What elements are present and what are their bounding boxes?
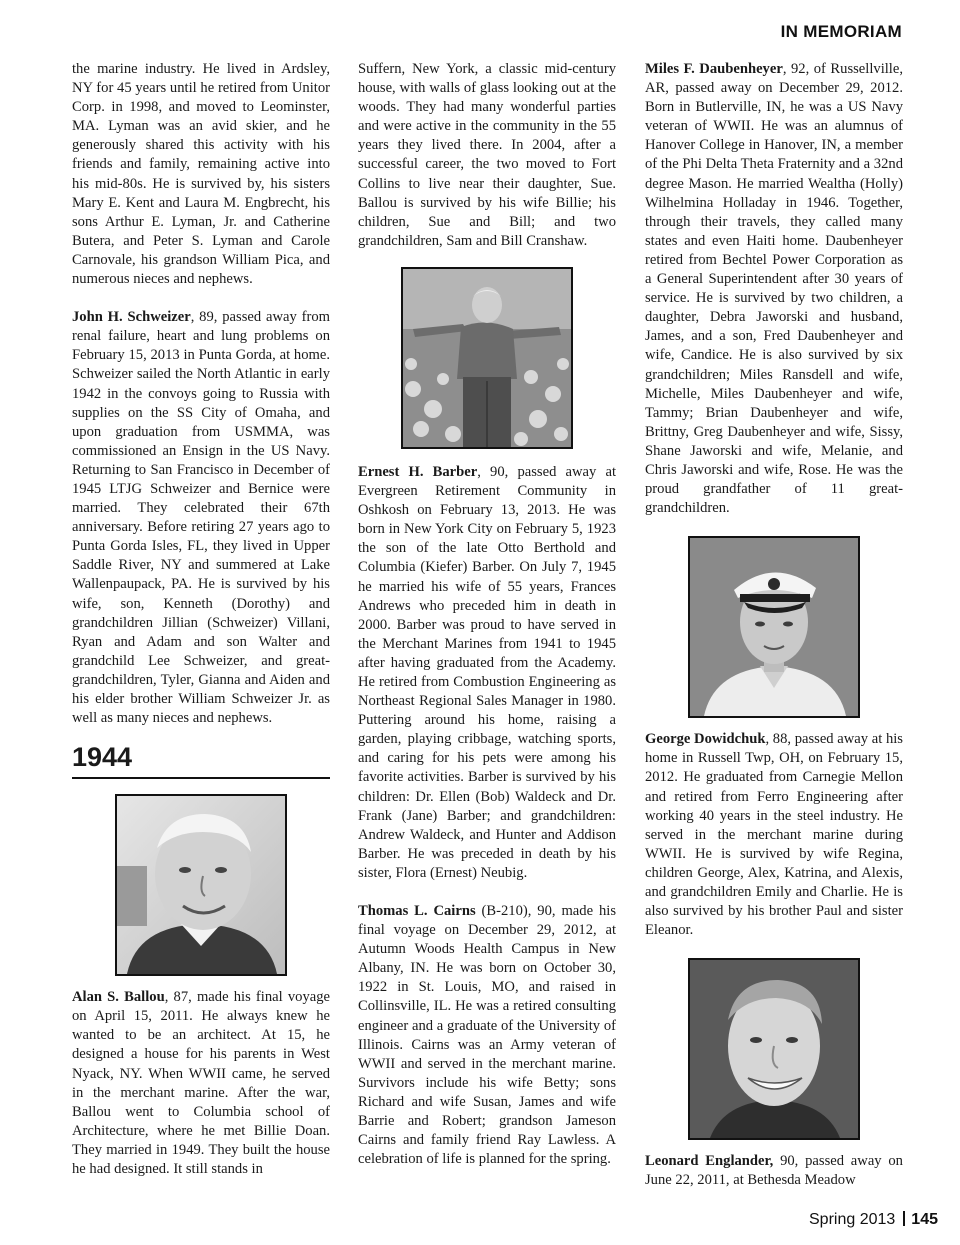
cairns-text: (B-210), 90, made his final voyage on December 29, 2012, at Autumn Woods Health Campus in New Albany, IN. He was born on October 30, 1922 in St. Louis, MO, and raised in Collinsville, IL. He was a retired consulting engineer and a graduate of the University of Illinois. Cairns was an Army veteran of WWII and served in the merchant marine. Survivors include his wife Betty; sons Richard and wife Susan, James and wife Barrie and Robert; grandson Jameson Cairns and family friend Ray Lawless. A celebration of life is planned for the spring.: [358, 903, 616, 1168]
footer-divider: [903, 1211, 905, 1226]
column-3: [645, 60, 903, 1190]
daubenheyer-obituary: [645, 60, 903, 518]
barber-garden-photo: [401, 267, 573, 449]
cairns-name: Thomas L. Cairns: [358, 903, 476, 919]
englander-name: Leonard Englander,: [645, 1153, 774, 1170]
daubenheyer-name: Miles F. Daubenheyer: [645, 61, 783, 77]
cairns-obituary: [358, 902, 616, 1169]
ballou-obituary: [72, 988, 330, 1179]
ballou-portrait-photo: [115, 794, 287, 976]
schweizer-obituary: [72, 308, 330, 728]
barber-obituary: [358, 463, 616, 883]
lyman-obituary-continued: the marine industry. He lived in Ardsley, NY for 45 years until he retired from Unitor Corp. in 1998, and moved to Leominster, MA. Lyman was an avid skier, and he generously shared this activity with his friends and family, remaining active into his mid-80s. He is survived by, his sisters Mary E. Kent and Laura M. Engbrecht, his sons Arthur E. Lyman, Jr. and Catherine Butera, and Peter S. Lyman and Carole Carnovale, his grandson William Pica, and numerous nieces and nephews.: [72, 61, 330, 288]
barber-name: Ernest H. Barber: [358, 463, 478, 480]
column-2: [358, 60, 616, 1169]
englander-text: 90, passed away on June 22, 2011, at Bethesda Meadow: [645, 1153, 903, 1189]
ballou-text: , 87, made his final voyage on April 15, 2011. He always knew he wanted to be an architect. At 15, he designed a house for his parents in West Nyack, NY. When WWII came, he served in the merchant marine. After the war, Ballou went to Columbia school of Architecture, where he met Billie Doan. They married in 1949. They built the house he had designed. It still stands in: [72, 989, 330, 1178]
page-number: 145: [911, 1211, 938, 1228]
ballou-obituary-continued: Suffern, New York, a classic mid-century house, with walls of glass looking out at the woods. They had many wonderful parties and were active in the community in the 55 years they lived there. In 2004, after a successful career, the two moved to Fort Collins to live near their daughter, Sue. Ballou is survived by his wife Billie; his children, Sue and Bill; and two grandchildren, Sam and Bill Cranshaw.: [358, 61, 616, 249]
daubenheyer-text: , 92, of Russellville, AR, passed away on December 29, 2012. Born in Butlerville, IN, he was a US Navy veteran of WWII. He was an alumnus of Hanover College in Hanover, IN, a member of the Phi Delta Theta Fraternity and a 32nd degree Mason. He married Wealtha (Holly) Wilhelmina Holladay in 1946. Together, through their travels, they called many states and even Haiti home. Daubenheyer retired from Bechtel Power Corporation as a General Superintendent after 30 years of service. He is survived by two children, a daughter, Debra Jaworski and husband, James, and a son, Fred Daubenheyer and wife, Candice. He is also survived by six grandchildren; Miles Ransdell and wife, Michelle, Miles Daubenheyer and wife, Tammy; Brian Daubenheyer and wife, Brittny, Greg Daubenheyer and wife, Sissy, Shane Jaworski and wife, Melanie, and Chris Jaworski and wife, Rose. He was the proud grandfather of 11 great-grandchildren.: [645, 61, 903, 517]
dowidchuk-navy-portrait-photo: [688, 536, 860, 718]
page-footer: [809, 1211, 938, 1229]
englander-obituary: [645, 1152, 903, 1190]
column-1: [72, 60, 330, 1179]
dowidchuk-obituary: [645, 730, 903, 940]
issue-label: Spring 2013: [809, 1211, 896, 1228]
schweizer-text: , 89, passed away from renal failure, heart and lung problems on February 15, 2013 in Punta Gorda, at home. Schweizer sailed the North Atlantic in early 1942 in the convoys going to Russia with supplies on the SS City of Omaha, and upon graduation from USMMA, was commissioned an Ensign in the US Navy. Returning to San Francisco in December of 1945 LTJG Schweizer and Bernice were married. They celebrated their 67th anniversary. Before retiring 27 years ago to Punta Gorda Isles, FL, they lived in Upper Saddle River, NY and summered at Lake Wallenpaupack, PA. He is survived by his wife, son, Kenneth (Dorothy) and grandchildren Jillian (Schweizer) Villani, Ryan and Adam and son Walter and grandchild Lee Schweizer, and great-grandchildren, Tyler, Gianna and Aiden and his elder brother William Schweizer Jr. as well as many nieces and nephews.: [72, 309, 330, 727]
schweizer-name: John H. Schweizer: [72, 309, 191, 326]
section-title: IN MEMORIAM: [780, 22, 902, 41]
ballou-name: Alan S. Ballou: [72, 989, 165, 1006]
englander-portrait-photo: [688, 958, 860, 1140]
year-heading: 1944: [72, 742, 330, 779]
dowidchuk-name: George Dowidchuk: [645, 731, 766, 748]
barber-text: , 90, passed away at Evergreen Retirement Community in Oshkosh on February 13, 2013. He was born in New York City on February 5, 1923 the son of the late Otto Berthold and Columbia (Kiefer) Barber. On July 7, 1945 he married his wife of 55 years, Frances Andrews who preceded him in death in 2000. Barber was proud to have served in the Merchant Marines from 1941 to 1945 after having graduated from the Academy. He retired from Combustion Engineering as Northeast Regional Sales Manager in 1980. Puttering around his home, raising a garden, playing cribbage, watching sports, and caring for his pets were among his favorite activities. Barber is survived by his children: Dr. Ellen (Bob) Waldeck and Dr. Frank (Jane) Barber; and grandchildren: Andrew Waldeck, and Hunter and Addison Barber. He was preceded in death by his sister, Flora (Ernest) Neubig.: [358, 463, 616, 881]
dowidchuk-text: , 88, passed away at his home in Russell Twp, OH, on February 15, 2012. He graduated from Carnegie Mellon and retired from Ferro Engineering after working 40 years in the steel industry. He served in the merchant marine during WWII. He is survived by wife Regina, children George, Alex, Katrina, and Alexis, and grandchildren Emily and Charlie. He is also survived by his brother Paul and sister Eleanor.: [645, 731, 903, 939]
